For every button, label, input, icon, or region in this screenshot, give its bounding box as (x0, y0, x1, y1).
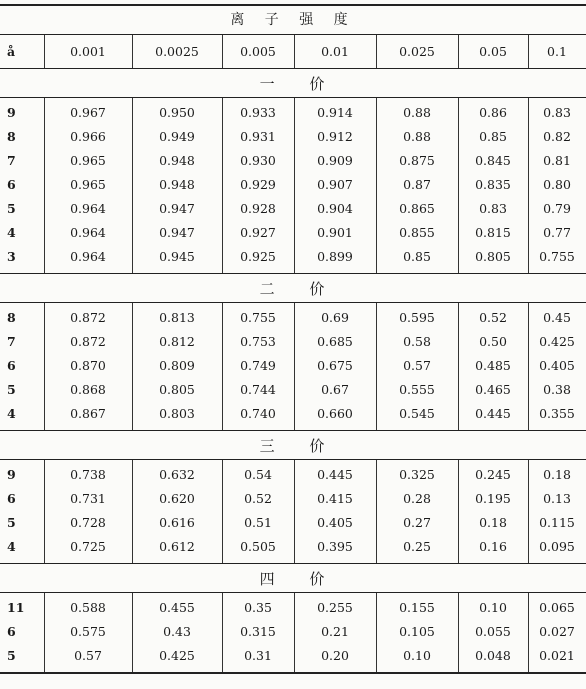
table-cell: 0.095 (539, 539, 575, 554)
column-divider (376, 593, 377, 672)
row-a-value: 6 (7, 491, 16, 506)
table-cell: 0.58 (403, 334, 431, 349)
table-cell: 0.740 (240, 406, 276, 421)
table-cell: 0.455 (159, 600, 195, 615)
table-cell: 0.405 (317, 515, 353, 530)
column-divider (376, 303, 377, 430)
table-cell: 0.755 (539, 249, 575, 264)
table-cell: 0.10 (479, 600, 507, 615)
table-cell: 0.749 (240, 358, 276, 373)
row-a-value: 8 (7, 310, 16, 325)
table-cell: 0.105 (399, 624, 435, 639)
table-cell: 0.27 (403, 515, 431, 530)
table-cell: 0.805 (475, 249, 511, 264)
table-cell: 0.425 (539, 334, 575, 349)
section-label: 二 价 (259, 280, 327, 298)
table-cell: 0.753 (240, 334, 276, 349)
table-cell: 0.965 (70, 177, 106, 192)
row-a-value: 4 (7, 406, 16, 421)
table-cell: 0.43 (163, 624, 191, 639)
section-label: 三 价 (259, 437, 327, 455)
table-cell: 0.948 (159, 177, 195, 192)
table-cell: 0.803 (159, 406, 195, 421)
table-cell: 0.245 (475, 467, 511, 482)
table-cell: 0.967 (70, 105, 106, 120)
table-cell: 0.115 (539, 515, 575, 530)
column-header: 0.01 (321, 44, 349, 59)
column-divider (132, 460, 133, 563)
table-cell: 0.79 (543, 201, 571, 216)
section-bottom-rule (0, 563, 586, 564)
column-header: 0.001 (70, 44, 106, 59)
column-divider (44, 98, 45, 273)
table-cell: 0.555 (399, 382, 435, 397)
table-cell: 0.855 (399, 225, 435, 240)
column-divider (376, 98, 377, 273)
table-cell: 0.51 (244, 515, 272, 530)
table-cell: 0.83 (479, 201, 507, 216)
table-cell: 0.865 (399, 201, 435, 216)
table-cell: 0.725 (70, 539, 106, 554)
table-top-rule (0, 4, 586, 6)
column-divider (458, 593, 459, 672)
table-cell: 0.738 (70, 467, 106, 482)
column-header: 0.025 (399, 44, 435, 59)
table-title: 离 子 强 度 (230, 12, 356, 28)
table-cell: 0.685 (317, 334, 353, 349)
table-cell: 0.35 (244, 600, 272, 615)
table-cell: 0.809 (159, 358, 195, 373)
table-cell: 0.545 (399, 406, 435, 421)
row-a-value: 7 (7, 153, 16, 168)
table-cell: 0.85 (479, 129, 507, 144)
table-cell: 0.845 (475, 153, 511, 168)
row-a-value: 5 (7, 648, 16, 663)
table-cell: 0.612 (159, 539, 195, 554)
table-cell: 0.465 (475, 382, 511, 397)
table-cell: 0.325 (399, 467, 435, 482)
table-cell: 0.87 (403, 177, 431, 192)
column-divider (222, 460, 223, 563)
column-divider (44, 303, 45, 430)
table-cell: 0.901 (317, 225, 353, 240)
column-divider (222, 303, 223, 430)
table-cell: 0.395 (317, 539, 353, 554)
section-rule (0, 97, 586, 98)
column-divider (376, 460, 377, 563)
table-cell: 0.18 (543, 467, 571, 482)
table-cell: 0.927 (240, 225, 276, 240)
table-cell: 0.930 (240, 153, 276, 168)
table-cell: 0.835 (475, 177, 511, 192)
table-cell: 0.155 (399, 600, 435, 615)
header-bottom-rule (0, 68, 586, 69)
row-a-value: 3 (7, 249, 16, 264)
row-a-value: 6 (7, 358, 16, 373)
table-cell: 0.933 (240, 105, 276, 120)
column-divider (132, 303, 133, 430)
table-cell: 0.445 (475, 406, 511, 421)
table-cell: 0.38 (543, 382, 571, 397)
table-cell: 0.88 (403, 129, 431, 144)
table-cell: 0.83 (543, 105, 571, 120)
column-divider (222, 98, 223, 273)
header-rule (0, 34, 586, 35)
table-cell: 0.620 (159, 491, 195, 506)
table-cell: 0.82 (543, 129, 571, 144)
section-rule (0, 592, 586, 593)
column-divider (294, 593, 295, 672)
table-cell: 0.85 (403, 249, 431, 264)
section-bottom-rule (0, 430, 586, 431)
row-a-value: 4 (7, 539, 16, 554)
column-divider (458, 303, 459, 430)
table-cell: 0.872 (70, 334, 106, 349)
row-a-value: 5 (7, 382, 16, 397)
table-cell: 0.10 (403, 648, 431, 663)
column-divider (528, 303, 529, 430)
table-cell: 0.77 (543, 225, 571, 240)
table-cell: 0.728 (70, 515, 106, 530)
table-cell: 0.907 (317, 177, 353, 192)
table-cell: 0.914 (317, 105, 353, 120)
table-cell: 0.929 (240, 177, 276, 192)
table-cell: 0.660 (317, 406, 353, 421)
table-cell: 0.805 (159, 382, 195, 397)
column-header: 0.1 (547, 44, 567, 59)
column-divider (132, 593, 133, 672)
column-header: 0.0025 (155, 44, 199, 59)
table-cell: 0.065 (539, 600, 575, 615)
table-cell: 0.69 (321, 310, 349, 325)
column-header: 0.005 (240, 44, 276, 59)
table-cell: 0.57 (74, 648, 102, 663)
table-cell: 0.81 (543, 153, 571, 168)
table-cell: 0.912 (317, 129, 353, 144)
column-divider (528, 460, 529, 563)
table-cell: 0.20 (321, 648, 349, 663)
table-cell: 0.54 (244, 467, 272, 482)
table-cell: 0.872 (70, 310, 106, 325)
column-divider (44, 460, 45, 563)
table-cell: 0.18 (479, 515, 507, 530)
column-header-a: å (7, 44, 16, 59)
table-cell: 0.945 (159, 249, 195, 264)
table-cell: 0.868 (70, 382, 106, 397)
table-cell: 0.25 (403, 539, 431, 554)
row-a-value: 9 (7, 467, 16, 482)
table-cell: 0.055 (475, 624, 511, 639)
table-cell: 0.67 (321, 382, 349, 397)
column-divider (458, 460, 459, 563)
row-a-value: 4 (7, 225, 16, 240)
table-cell: 0.755 (240, 310, 276, 325)
table-cell: 0.52 (244, 491, 272, 506)
table-cell: 0.485 (475, 358, 511, 373)
table-cell: 0.925 (240, 249, 276, 264)
table-cell: 0.965 (70, 153, 106, 168)
section-label: 一 价 (259, 75, 327, 93)
row-a-value: 6 (7, 624, 16, 639)
section-rule (0, 459, 586, 460)
table-cell: 0.255 (317, 600, 353, 615)
table-cell: 0.964 (70, 249, 106, 264)
table-cell: 0.425 (159, 648, 195, 663)
column-divider (528, 98, 529, 273)
section-bottom-rule (0, 672, 586, 674)
column-header: 0.05 (479, 44, 507, 59)
table-cell: 0.813 (159, 310, 195, 325)
table-cell: 0.57 (403, 358, 431, 373)
row-a-value: 5 (7, 515, 16, 530)
table-cell: 0.947 (159, 201, 195, 216)
table-cell: 0.616 (159, 515, 195, 530)
table-cell: 0.195 (475, 491, 511, 506)
table-cell: 0.16 (479, 539, 507, 554)
table-cell: 0.744 (240, 382, 276, 397)
table-cell: 0.948 (159, 153, 195, 168)
section-bottom-rule (0, 273, 586, 274)
table-cell: 0.405 (539, 358, 575, 373)
table-cell: 0.731 (70, 491, 106, 506)
table-cell: 0.904 (317, 201, 353, 216)
table-cell: 0.870 (70, 358, 106, 373)
table-cell: 0.355 (539, 406, 575, 421)
table-cell: 0.588 (70, 600, 106, 615)
row-a-value: 6 (7, 177, 16, 192)
table-cell: 0.950 (159, 105, 195, 120)
row-a-value: 9 (7, 105, 16, 120)
table-cell: 0.928 (240, 201, 276, 216)
table-cell: 0.027 (539, 624, 575, 639)
table-cell: 0.21 (321, 624, 349, 639)
table-cell: 0.31 (244, 648, 272, 663)
table-cell: 0.505 (240, 539, 276, 554)
column-divider (458, 98, 459, 273)
table-cell: 0.899 (317, 249, 353, 264)
table-cell: 0.88 (403, 105, 431, 120)
table-cell: 0.415 (317, 491, 353, 506)
table-cell: 0.45 (543, 310, 571, 325)
table-cell: 0.021 (539, 648, 575, 663)
column-divider (294, 460, 295, 563)
table-cell: 0.947 (159, 225, 195, 240)
table-cell: 0.909 (317, 153, 353, 168)
row-a-value: 5 (7, 201, 16, 216)
table-cell: 0.931 (240, 129, 276, 144)
table-cell: 0.575 (70, 624, 106, 639)
column-divider (294, 98, 295, 273)
section-label: 四 价 (259, 570, 327, 588)
table-cell: 0.50 (479, 334, 507, 349)
table-cell: 0.675 (317, 358, 353, 373)
table-cell: 0.949 (159, 129, 195, 144)
row-a-value: 11 (7, 600, 25, 615)
column-divider (44, 593, 45, 672)
table-cell: 0.964 (70, 201, 106, 216)
row-a-value: 8 (7, 129, 16, 144)
table-cell: 0.632 (159, 467, 195, 482)
table-cell: 0.875 (399, 153, 435, 168)
table-cell: 0.966 (70, 129, 106, 144)
column-divider (222, 593, 223, 672)
table-cell: 0.815 (475, 225, 511, 240)
table-cell: 0.445 (317, 467, 353, 482)
table-cell: 0.812 (159, 334, 195, 349)
section-rule (0, 302, 586, 303)
table-cell: 0.13 (543, 491, 571, 506)
column-divider (132, 98, 133, 273)
column-divider (294, 303, 295, 430)
table-cell: 0.315 (240, 624, 276, 639)
table-cell: 0.595 (399, 310, 435, 325)
table-cell: 0.048 (475, 648, 511, 663)
table-cell: 0.964 (70, 225, 106, 240)
table-cell: 0.80 (543, 177, 571, 192)
table-cell: 0.86 (479, 105, 507, 120)
row-a-value: 7 (7, 334, 16, 349)
table-cell: 0.867 (70, 406, 106, 421)
table-cell: 0.28 (403, 491, 431, 506)
column-divider (528, 593, 529, 672)
table-cell: 0.52 (479, 310, 507, 325)
